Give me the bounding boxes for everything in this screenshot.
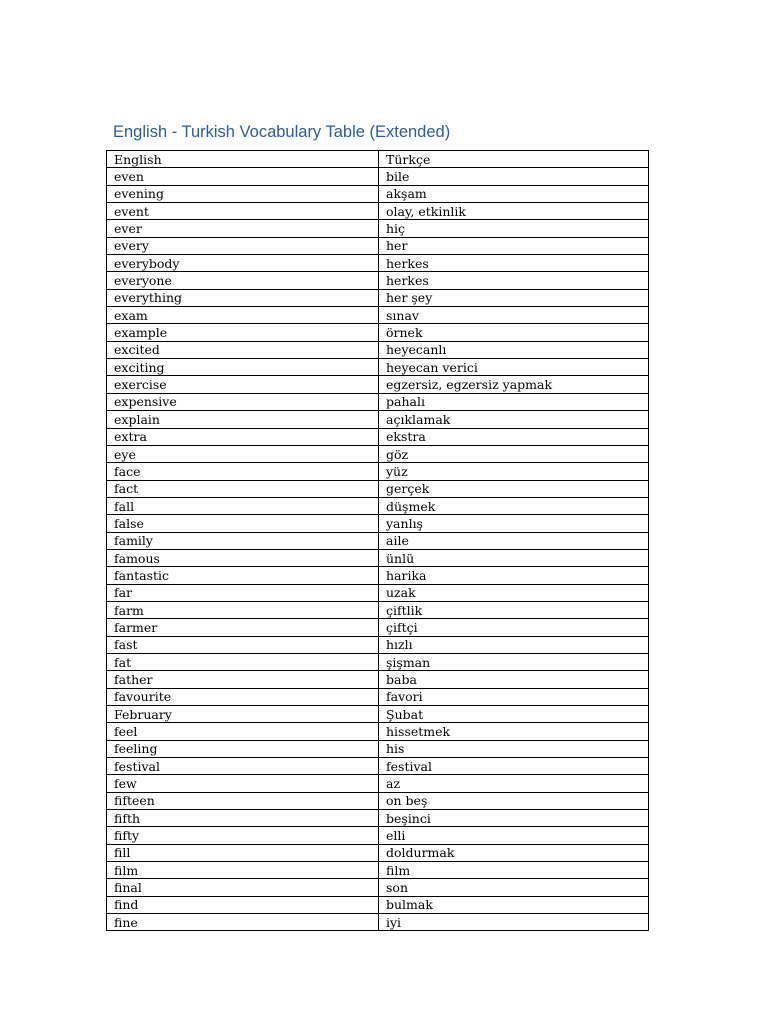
table-row <box>107 584 649 601</box>
english-word-cell: fine <box>107 914 379 931</box>
turkish-translation-cell: film <box>379 862 649 879</box>
english-word-cell: festival <box>107 758 379 775</box>
vocabulary-table <box>106 150 649 931</box>
header-english: English <box>107 151 379 168</box>
english-word-cell: extra <box>107 428 379 445</box>
table-row <box>107 653 649 670</box>
turkish-translation-cell: her şey <box>379 289 649 306</box>
english-word-cell: exam <box>107 307 379 324</box>
turkish-translation-cell: her <box>379 237 649 254</box>
english-word-cell: event <box>107 203 379 220</box>
turkish-translation-cell: favori <box>379 688 649 705</box>
english-word-cell: excited <box>107 341 379 358</box>
turkish-translation-cell: ekstra <box>379 428 649 445</box>
table-row <box>107 393 649 410</box>
turkish-translation-cell: örnek <box>379 324 649 341</box>
turkish-translation-cell: ünlü <box>379 549 649 566</box>
english-word-cell: eye <box>107 445 379 462</box>
table-row <box>107 168 649 185</box>
turkish-translation-cell: heyecanlı <box>379 341 649 358</box>
turkish-translation-cell: beşinci <box>379 810 649 827</box>
turkish-translation-cell: hiç <box>379 220 649 237</box>
table-row <box>107 706 649 723</box>
table-row <box>107 601 649 618</box>
table-row <box>107 515 649 532</box>
turkish-translation-cell: hızlı <box>379 636 649 653</box>
table-row <box>107 255 649 272</box>
turkish-translation-cell: herkes <box>379 255 649 272</box>
english-word-cell: February <box>107 706 379 723</box>
table-row <box>107 862 649 879</box>
table-row <box>107 532 649 549</box>
turkish-translation-cell: heyecan verici <box>379 359 649 376</box>
english-word-cell: few <box>107 775 379 792</box>
turkish-translation-cell: his <box>379 740 649 757</box>
turkish-translation-cell: harika <box>379 567 649 584</box>
table-row <box>107 619 649 636</box>
english-word-cell: fill <box>107 844 379 861</box>
english-word-cell: family <box>107 532 379 549</box>
turkish-translation-cell: pahalı <box>379 393 649 410</box>
table-row <box>107 497 649 514</box>
english-word-cell: explain <box>107 411 379 428</box>
table-row <box>107 896 649 913</box>
table-row <box>107 810 649 827</box>
turkish-translation-cell: çiftçi <box>379 619 649 636</box>
table-row <box>107 671 649 688</box>
table-row <box>107 758 649 775</box>
turkish-translation-cell: yüz <box>379 463 649 480</box>
table-row <box>107 914 649 931</box>
english-word-cell: father <box>107 671 379 688</box>
english-word-cell: ever <box>107 220 379 237</box>
english-word-cell: feel <box>107 723 379 740</box>
table-row <box>107 324 649 341</box>
table-row <box>107 844 649 861</box>
vocabulary-table-body <box>107 151 649 931</box>
turkish-translation-cell: son <box>379 879 649 896</box>
table-row <box>107 879 649 896</box>
english-word-cell: false <box>107 515 379 532</box>
turkish-translation-cell: bile <box>379 168 649 185</box>
english-word-cell: fantastic <box>107 567 379 584</box>
table-row <box>107 428 649 445</box>
english-word-cell: fat <box>107 653 379 670</box>
turkish-translation-cell: şişman <box>379 653 649 670</box>
table-row <box>107 740 649 757</box>
english-word-cell: fact <box>107 480 379 497</box>
english-word-cell: fast <box>107 636 379 653</box>
table-row <box>107 463 649 480</box>
english-word-cell: exercise <box>107 376 379 393</box>
english-word-cell: everybody <box>107 255 379 272</box>
english-word-cell: famous <box>107 549 379 566</box>
english-word-cell: every <box>107 237 379 254</box>
turkish-translation-cell: göz <box>379 445 649 462</box>
table-row <box>107 827 649 844</box>
turkish-translation-cell: açıklamak <box>379 411 649 428</box>
english-word-cell: fifty <box>107 827 379 844</box>
english-word-cell: find <box>107 896 379 913</box>
english-word-cell: final <box>107 879 379 896</box>
table-row <box>107 688 649 705</box>
english-word-cell: expensive <box>107 393 379 410</box>
english-word-cell: face <box>107 463 379 480</box>
english-word-cell: fifteen <box>107 792 379 809</box>
turkish-translation-cell: hissetmek <box>379 723 649 740</box>
table-row <box>107 272 649 289</box>
table-row <box>107 237 649 254</box>
english-word-cell: exciting <box>107 359 379 376</box>
table-row <box>107 376 649 393</box>
english-word-cell: farm <box>107 601 379 618</box>
turkish-translation-cell: akşam <box>379 185 649 202</box>
english-word-cell: even <box>107 168 379 185</box>
turkish-translation-cell: bulmak <box>379 896 649 913</box>
english-word-cell: everyone <box>107 272 379 289</box>
english-word-cell: fifth <box>107 810 379 827</box>
english-word-cell: film <box>107 862 379 879</box>
turkish-translation-cell: olay, etkinlik <box>379 203 649 220</box>
turkish-translation-cell: düşmek <box>379 497 649 514</box>
table-row <box>107 359 649 376</box>
table-row <box>107 567 649 584</box>
english-word-cell: fall <box>107 497 379 514</box>
english-word-cell: evening <box>107 185 379 202</box>
table-row <box>107 411 649 428</box>
turkish-translation-cell: aile <box>379 532 649 549</box>
table-row <box>107 775 649 792</box>
english-word-cell: everything <box>107 289 379 306</box>
english-word-cell: example <box>107 324 379 341</box>
turkish-translation-cell: egzersiz, egzersiz yapmak <box>379 376 649 393</box>
english-word-cell: farmer <box>107 619 379 636</box>
turkish-translation-cell: gerçek <box>379 480 649 497</box>
turkish-translation-cell: çiftlik <box>379 601 649 618</box>
turkish-translation-cell: festival <box>379 758 649 775</box>
english-word-cell: far <box>107 584 379 601</box>
english-word-cell: feeling <box>107 740 379 757</box>
turkish-translation-cell: Şubat <box>379 706 649 723</box>
turkish-translation-cell: uzak <box>379 584 649 601</box>
table-row <box>107 203 649 220</box>
table-row <box>107 723 649 740</box>
table-row <box>107 307 649 324</box>
turkish-translation-cell: sınav <box>379 307 649 324</box>
table-row <box>107 480 649 497</box>
header-turkish: Türkçe <box>379 151 649 168</box>
table-header-row <box>107 151 649 168</box>
turkish-translation-cell: on beş <box>379 792 649 809</box>
table-row <box>107 792 649 809</box>
document-title: English - Turkish Vocabulary Table (Extended) <box>113 123 451 141</box>
table-row <box>107 341 649 358</box>
turkish-translation-cell: az <box>379 775 649 792</box>
table-row <box>107 445 649 462</box>
turkish-translation-cell: elli <box>379 827 649 844</box>
table-row <box>107 220 649 237</box>
turkish-translation-cell: iyi <box>379 914 649 931</box>
turkish-translation-cell: baba <box>379 671 649 688</box>
turkish-translation-cell: doldurmak <box>379 844 649 861</box>
table-row <box>107 185 649 202</box>
turkish-translation-cell: yanlış <box>379 515 649 532</box>
turkish-translation-cell: herkes <box>379 272 649 289</box>
table-row <box>107 289 649 306</box>
table-row <box>107 549 649 566</box>
english-word-cell: favourite <box>107 688 379 705</box>
table-row <box>107 636 649 653</box>
